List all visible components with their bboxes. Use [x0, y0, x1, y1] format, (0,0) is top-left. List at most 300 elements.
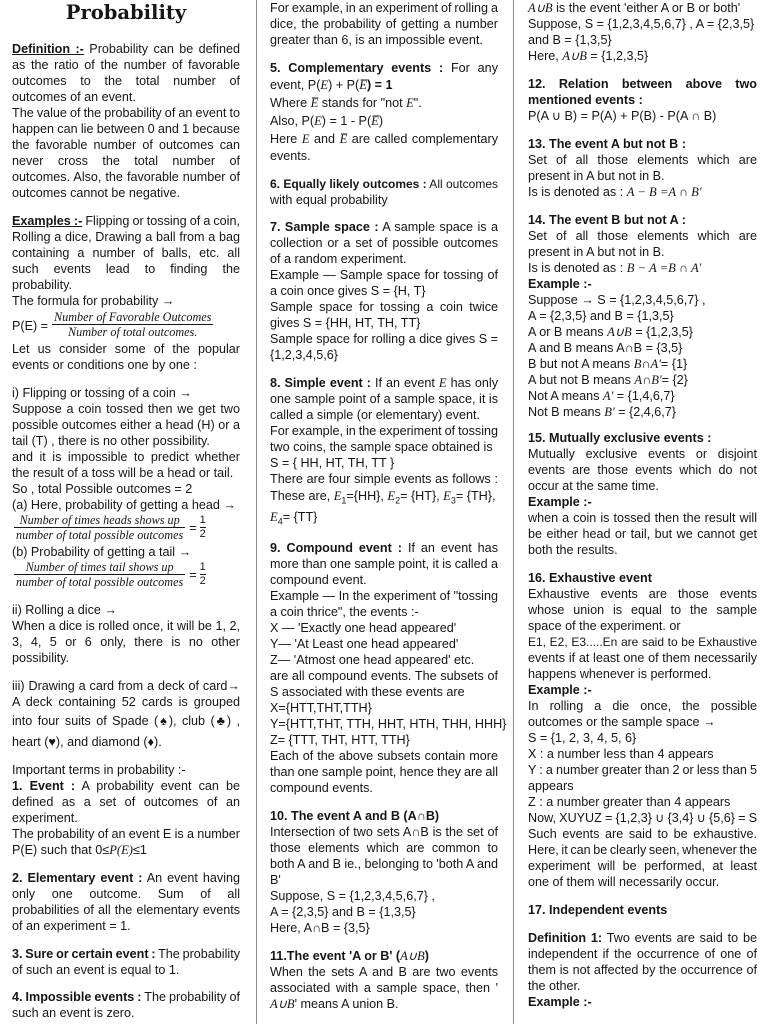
text-span: both the results. — [528, 543, 618, 557]
text-span: Flipping or tossing of a coin, — [82, 214, 240, 228]
text-line — [12, 602, 240, 618]
text-span: Important terms in probability :- — [12, 763, 186, 777]
text-line — [528, 602, 757, 618]
text-span: events are those events which do not — [528, 463, 757, 477]
text-span: A∪B — [562, 49, 587, 63]
text-span: 17. Independent events — [528, 903, 668, 917]
text-span: A = {2,3,5} and B = {1,3,5} — [270, 905, 416, 919]
text-span: the result of a toss will be a head or tail. — [12, 466, 234, 480]
text-span: mentioned events : — [528, 93, 643, 107]
text-line — [270, 176, 498, 192]
text-line — [270, 964, 498, 980]
text-line — [528, 542, 757, 558]
text-span: outcomes. Also, the favorable number of — [12, 170, 240, 184]
text-span: than one sample point, hence they are all — [270, 765, 498, 779]
text-span: E̅ — [359, 78, 367, 92]
text-line — [270, 315, 498, 331]
text-line — [270, 716, 507, 732]
text-span: Set of all those elements which are — [528, 229, 757, 243]
text-span: 2. Elementary event : — [12, 871, 143, 885]
text-span: ' means A union B. — [294, 997, 399, 1011]
text-span: S = {1, 2, 3, 4, 5, 6} — [528, 731, 637, 745]
text-line — [12, 713, 240, 729]
column-divider — [256, 0, 257, 1024]
text-span: = {TT} — [282, 510, 318, 524]
text-span: A sample space is a — [378, 220, 498, 234]
text-span: = {HT}, — [400, 489, 444, 503]
text-line — [12, 634, 240, 650]
text-span: when a coin is tossed then the result will — [528, 511, 757, 525]
text-span: ≤1 — [133, 843, 147, 857]
text-span: Example — Sample space for tossing of — [270, 268, 498, 282]
text-line — [12, 153, 240, 169]
text-line — [528, 794, 757, 810]
text-span: is the event 'either A or B or both' — [552, 1, 741, 15]
text-span: Example :- — [528, 683, 592, 697]
text-span: The probability — [155, 947, 241, 961]
text-line — [528, 462, 757, 478]
text-span: A∪B — [400, 949, 425, 963]
text-line — [528, 698, 757, 714]
text-line — [528, 404, 757, 420]
text-span: ii) Rolling a dice → — [12, 603, 117, 617]
text-line — [270, 636, 498, 652]
text-span: {1,2,3,4,5,6} — [270, 348, 338, 362]
text-span: An event having — [142, 871, 240, 885]
text-line — [528, 260, 757, 276]
text-line — [528, 108, 757, 124]
text-span: 16. Exhaustive event — [528, 571, 652, 585]
text-span: 4. Impossible events : — [12, 990, 142, 1004]
text-line — [270, 407, 498, 423]
text-line — [12, 870, 240, 886]
text-line — [270, 0, 498, 16]
text-line — [528, 212, 757, 228]
text-line — [12, 105, 240, 121]
text-span: of an experiment = 1. — [12, 919, 131, 933]
text-line — [12, 962, 240, 978]
text-span: probability. — [12, 278, 72, 292]
text-span: Y={HTT,THT, TTH, HHT, HTH, THH, HHH} — [270, 717, 507, 731]
text-span: happen can lie between 0 and 1 because — [12, 122, 240, 136]
text-span: events. — [270, 149, 311, 163]
text-span: and B = {1,3,5} — [528, 33, 612, 47]
text-line — [528, 634, 757, 650]
text-span: containing a number of balls, etc. all — [12, 246, 240, 260]
text-span: the favorable number of outcomes can — [12, 138, 240, 152]
text-span: only one outcome. Sum of all — [12, 887, 240, 901]
text-line — [270, 375, 498, 391]
text-span: iii) Drawing a card from a deck of card→ — [12, 679, 240, 693]
text-line — [12, 245, 240, 261]
text-span: A∪B — [528, 1, 553, 15]
text-line — [528, 136, 757, 152]
page-title: Probability — [65, 1, 187, 24]
text-span: = {2} — [661, 373, 688, 387]
text-span: Definition :- — [12, 42, 84, 56]
text-span: outcomes to the total number of — [12, 74, 240, 88]
text-span: heart (♥), and diamond (♦). — [12, 735, 162, 749]
text-span: Such events are said to be exhaustive. — [528, 827, 757, 841]
text-span: = {2,4,6,7} — [614, 405, 676, 419]
text-span: happens whenever is performed. — [528, 667, 712, 681]
text-span: B − A =B ∩ A' — [626, 261, 702, 275]
text-span: X={HTT,THT,TTH} — [270, 701, 372, 715]
text-span: as the ratio of the number of favorable — [12, 58, 240, 72]
text-span: (b) Probability of getting a tail → — [12, 545, 192, 559]
text-span: Z= {TTT, THT, HTT, TTH} — [270, 733, 410, 747]
text-span: 4 — [277, 516, 283, 527]
text-span: Rolling a dice, Drawing a ball from a bag — [12, 230, 240, 244]
text-span: ". — [413, 96, 422, 110]
text-span: 7. Sample space : — [270, 220, 379, 234]
text-line — [270, 16, 498, 32]
head-probability-fraction — [14, 513, 206, 542]
text-span: So , total Possible outcomes = 2 — [12, 482, 193, 496]
text-span: The probability of — [141, 990, 240, 1004]
text-span: a coin thrice", the events :- — [270, 605, 419, 619]
text-span: Example :- — [528, 277, 592, 291]
text-span: For example, in the experiment of tossing — [270, 424, 498, 438]
text-line — [270, 283, 498, 299]
text-line — [528, 0, 757, 16]
text-span: ) — [424, 949, 429, 963]
text-span: Where — [270, 96, 311, 110]
tail-probability-fraction — [14, 560, 206, 589]
text-span: E — [270, 510, 278, 524]
text-line — [270, 471, 498, 487]
text-span: space of the experiment. or — [528, 619, 681, 633]
text-span: Suppose, S = {1,2,3,4,5,6,7} , A = {2,3,5} — [528, 17, 755, 31]
text-line — [12, 73, 240, 89]
text-line — [12, 762, 240, 778]
text-span: called a simple (or elementary) event. — [270, 408, 480, 422]
text-span: In rolling a die once, the possible — [528, 699, 757, 713]
text-span: 2 — [395, 495, 401, 506]
text-line — [12, 989, 240, 1005]
text-span: Here, it can be clearly seen, whenever the — [528, 843, 757, 857]
text-line — [12, 229, 240, 245]
text-span: 10. The event A and B (A∩B) — [270, 809, 440, 823]
text-line — [270, 219, 498, 235]
text-line — [528, 494, 757, 510]
right-column — [528, 0, 757, 1024]
text-line — [270, 299, 498, 315]
text-span: When the sets A and B are two events — [270, 965, 498, 979]
text-line — [12, 449, 240, 465]
text-span: Example :- — [528, 995, 592, 1009]
text-span: A or B means — [528, 325, 608, 339]
text-span: Mutually exclusive events or disjoint — [528, 447, 757, 461]
text-line — [270, 509, 498, 530]
text-span: These are, — [270, 489, 334, 503]
text-line — [528, 994, 757, 1010]
text-span: 3. Sure or certain event : — [12, 947, 156, 961]
text-line — [12, 618, 240, 634]
text-span: probabilities of all the elementary events — [12, 903, 240, 917]
text-span: Example — In the experiment of "tossing — [270, 589, 498, 603]
text-span: dice, the probability of getting a number — [270, 17, 498, 31]
text-line — [12, 544, 240, 560]
text-span: = {TH}, — [455, 489, 496, 503]
text-span: Suppose a coin tossed then we get two — [12, 402, 240, 416]
text-span: E — [320, 78, 329, 92]
text-span: P(A ∪ B) = P(A) + P(B) - P(A ∩ B) — [528, 109, 717, 123]
text-span: All outcomes — [426, 177, 498, 191]
text-line — [12, 794, 240, 810]
text-span: There are four simple events as follows : — [270, 472, 498, 486]
text-line — [270, 684, 498, 700]
text-span: possible outcomes either a head (H) or a — [12, 418, 240, 432]
text-span: Y : a number greater than 2 or less than 5 — [528, 763, 757, 777]
text-span: Also, P( — [270, 114, 315, 128]
text-span: If an event has — [401, 541, 498, 555]
text-line — [12, 842, 240, 858]
text-line — [12, 902, 240, 918]
equals-sign: = — [189, 567, 197, 582]
text-line — [12, 465, 240, 481]
text-line — [12, 41, 240, 57]
text-line — [270, 556, 498, 572]
text-line — [528, 276, 757, 292]
text-line — [528, 92, 757, 108]
text-span: two coins, the sample space obtained is — [270, 440, 493, 454]
text-span: 3, 4, 5 or 6 only, there is no other — [12, 635, 240, 649]
text-line — [12, 277, 240, 293]
text-line — [528, 714, 757, 730]
text-span: 6. Equally likely outcomes : — [270, 177, 427, 191]
text-span: a coin once gives S = {H, T} — [270, 284, 426, 298]
text-span: ) + P( — [328, 78, 360, 92]
text-span: has only — [446, 376, 499, 390]
text-line — [270, 856, 498, 872]
text-span: Not B means — [528, 405, 605, 419]
text-span: outcomes or the sample space → — [528, 715, 716, 729]
text-span: present in A but not in B. — [528, 169, 665, 183]
text-span: = {1} — [660, 357, 688, 371]
text-line — [528, 372, 757, 388]
text-line — [528, 946, 757, 962]
text-line — [270, 572, 498, 588]
text-span: Let us consider some of the popular — [12, 342, 240, 356]
text-line — [270, 732, 498, 748]
text-span: such events lead to finding the — [12, 262, 240, 276]
text-line — [270, 113, 498, 129]
text-span: Two events are said to be — [602, 931, 757, 945]
text-line — [270, 920, 498, 936]
text-line — [12, 946, 240, 962]
text-span: 5. Complementary events : — [270, 61, 444, 75]
text-span: A deck containing 52 cards is grouped — [12, 695, 240, 709]
text-span: For example, in an experiment of rolling a — [270, 1, 498, 15]
text-span: A = {2,3,5} and B = {1,3,5} — [528, 309, 674, 323]
text-span: them is not affected by the occurrence of — [528, 963, 757, 977]
text-span: appears — [528, 779, 574, 793]
text-span: Is is denoted as : — [528, 261, 627, 275]
text-line — [528, 874, 757, 890]
text-span: E — [301, 132, 310, 146]
text-line — [12, 185, 240, 201]
text-line — [528, 388, 757, 404]
text-line — [270, 267, 498, 283]
text-span: 1. Event : — [12, 779, 76, 793]
text-line — [528, 978, 757, 994]
text-span: 3 — [450, 495, 456, 506]
text-line — [270, 331, 498, 347]
text-span: defined as a set of outcomes of an — [12, 795, 240, 809]
text-line — [12, 293, 240, 309]
text-span: S = { HH, HT, TH, TT } — [270, 456, 395, 470]
text-span: (a) Here, probability of getting a head → — [12, 498, 237, 512]
text-line — [12, 694, 240, 710]
text-line — [12, 357, 240, 373]
text-span: associated with a sample space, then ' — [270, 981, 498, 995]
text-line — [528, 356, 757, 372]
left-column — [12, 0, 240, 1024]
text-span: tail (T) , there is no other possibility. — [12, 434, 210, 448]
text-line — [528, 666, 757, 682]
text-span: are called complementary — [347, 132, 498, 146]
text-span: ) — [378, 114, 384, 128]
text-line — [12, 261, 240, 277]
text-span: Sample space for tossing a coin twice — [270, 300, 498, 314]
text-span: one of them will necessarily occur. — [528, 875, 720, 889]
text-span: E — [314, 114, 322, 128]
text-span: independent if the occurrence of one of — [528, 947, 757, 961]
text-line — [528, 826, 757, 842]
text-span: i) Flipping or tossing of a coin → — [12, 386, 192, 400]
text-span: ) = 1 — [366, 78, 393, 92]
text-line — [12, 213, 240, 229]
text-span: Sample space for rolling a dice gives S = — [270, 332, 498, 346]
text-span: 9. Compound event : — [270, 541, 402, 555]
text-span: 13. The event A but not B : — [528, 137, 686, 151]
text-span: = {1,4,6,7} — [613, 389, 675, 403]
text-span: E̅ — [310, 96, 319, 110]
text-span: the other. — [528, 979, 581, 993]
text-span: Intersection of two sets A∩B is the set of — [270, 825, 498, 839]
formula-numerator: Number of Favorable Outcomes — [54, 310, 212, 324]
text-span: events if at least one of them necessarily — [528, 651, 757, 665]
text-line — [12, 650, 240, 666]
text-line — [528, 746, 757, 762]
text-span: event, P( — [270, 78, 321, 92]
text-span: P(E) such that 0≤ — [12, 843, 110, 857]
text-line — [12, 826, 240, 842]
text-span: and — [309, 132, 340, 146]
text-span: E — [333, 489, 342, 503]
text-span: E̅ — [371, 114, 379, 128]
text-span: E — [443, 489, 451, 503]
text-span: whose union is equal to the sample — [528, 603, 757, 617]
text-span: never cross the total number of — [12, 154, 240, 168]
text-line — [270, 780, 498, 796]
text-span: A' — [602, 389, 614, 403]
text-span: both A and B ie., belonging to 'both A and — [270, 857, 498, 871]
text-span: If an event — [370, 376, 439, 390]
half-value: $\frac{1}{2}$ — [199, 514, 206, 540]
text-line — [528, 324, 757, 340]
text-line — [528, 168, 757, 184]
text-span: P(E) — [109, 843, 133, 857]
text-span: A∪B — [607, 325, 632, 339]
text-line — [528, 152, 757, 168]
text-span: Definition 1: — [528, 931, 603, 945]
text-line — [270, 95, 498, 111]
text-line — [12, 89, 240, 105]
text-span: For any — [443, 61, 498, 75]
text-line — [528, 618, 757, 634]
text-span: ) = 1 - P( — [321, 114, 372, 128]
text-line — [270, 32, 498, 48]
text-span: E — [438, 376, 447, 390]
text-span: Examples :- — [12, 214, 83, 228]
equals-sign: = — [189, 520, 197, 535]
text-line — [12, 778, 240, 794]
text-span: E1, E2, E3.....En are said to be Exhaustive — [528, 635, 757, 649]
tail-denominator: number of total possible outcomes — [16, 575, 184, 589]
text-line — [528, 810, 757, 826]
text-span: B' — [270, 873, 281, 887]
text-span: S associated with these events are — [270, 685, 465, 699]
text-line — [270, 540, 498, 556]
text-span: P(E) = — [12, 319, 49, 333]
text-span: present in A but not in B. — [528, 245, 665, 259]
text-span: X — 'Exactly one head appeared' — [270, 621, 457, 635]
text-span: B∩A' — [633, 357, 661, 371]
text-line — [528, 682, 757, 698]
text-span: A and B means A∩B = {3,5} — [528, 341, 683, 355]
text-line — [528, 244, 757, 260]
text-span: B but not A means — [528, 357, 634, 371]
text-span: 11.The event 'A or B' ( — [270, 949, 401, 963]
text-span: Z : a number greater than 4 appears — [528, 795, 731, 809]
text-line — [270, 764, 498, 780]
text-line — [528, 842, 757, 858]
text-line — [270, 948, 498, 964]
text-span: greater than 6, is an impossible event. — [270, 33, 483, 47]
text-span: 8. Simple event : — [270, 376, 371, 390]
text-span: outcomes cannot be negative. — [12, 186, 181, 200]
text-span: of a random experiment. — [270, 252, 407, 266]
text-line — [270, 77, 498, 93]
text-line — [12, 341, 240, 357]
text-span: B' — [604, 405, 615, 419]
text-span: The formula for probability → — [12, 294, 175, 308]
text-line — [528, 16, 757, 32]
half-value: $\frac{1}{2}$ — [199, 561, 206, 587]
head-denominator: number of total possible outcomes — [16, 528, 184, 542]
text-span: stands for "not — [318, 96, 407, 110]
text-span: Probability can be defined — [83, 42, 240, 56]
text-line — [528, 762, 757, 778]
text-span: outcomes of an event. — [12, 90, 136, 104]
text-span: Here, — [528, 49, 563, 63]
text-line — [12, 401, 240, 417]
text-span: occur at the same time. — [528, 479, 659, 493]
text-span: experiment. — [12, 811, 78, 825]
text-line — [528, 32, 757, 48]
text-span: ={HH}, — [346, 489, 388, 503]
text-line — [270, 488, 498, 509]
text-span: 15. Mutually exclusive events : — [528, 431, 712, 445]
text-span: E — [387, 489, 396, 503]
text-line — [270, 904, 498, 920]
text-line — [528, 446, 757, 462]
text-line — [528, 586, 757, 602]
text-line — [270, 455, 498, 471]
text-line — [270, 872, 498, 888]
